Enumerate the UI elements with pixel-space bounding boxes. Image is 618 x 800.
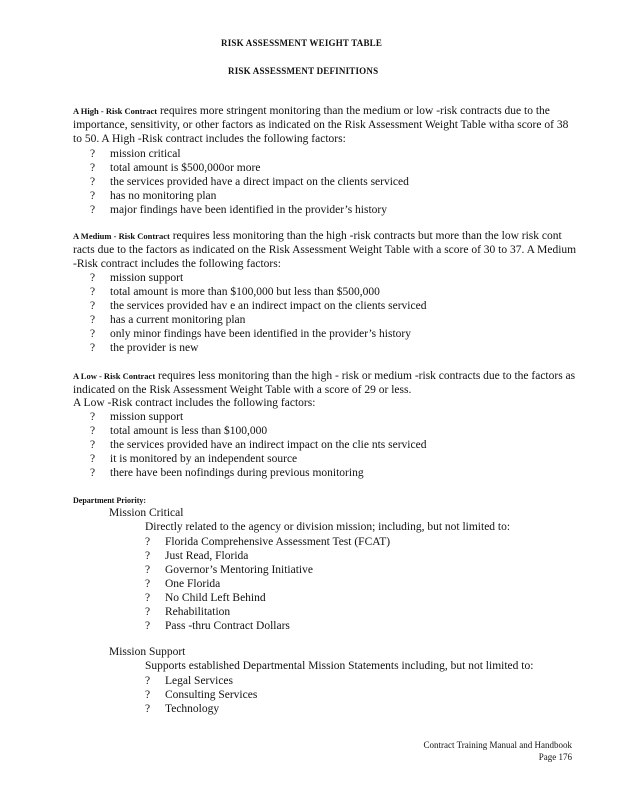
- list-item: ? mission critical: [90, 148, 181, 160]
- definitions-title: RISK ASSESSMENT DEFINITIONS: [228, 66, 379, 76]
- list-item: ? the services provided have an indirect impact on the clie nts serviced: [90, 439, 427, 451]
- list-item: ? mission support: [90, 411, 184, 423]
- bullet-glyph: ?: [90, 342, 96, 354]
- table-title: RISK ASSESSMENT WEIGHT TABLE: [221, 38, 383, 48]
- mission-critical-title: Mission Critical: [109, 507, 184, 519]
- bullet-glyph: ?: [90, 286, 96, 298]
- list-item: ? Rehabilitation: [145, 606, 231, 618]
- list-item: ? there have been nofindings during previous monitoring: [90, 467, 364, 479]
- mission-support-description: Supports established Departmental Mission Statements including, but not limited to:: [145, 660, 534, 672]
- bullet-glyph: ?: [145, 620, 151, 632]
- list-item: ? total amount is more than $100,000 but less than $500,000: [90, 286, 380, 298]
- list-item: ? Just Read, Florida: [145, 550, 249, 562]
- list-item: ? it is monitored by an independent source: [90, 453, 298, 465]
- list-item: ? mission support: [90, 272, 184, 284]
- mission-critical-description: Directly related to the agency or division mission; including, but not limited to:: [145, 521, 511, 533]
- bullet-glyph: ?: [145, 550, 151, 562]
- list-item: ? Legal Services: [145, 675, 234, 687]
- list-item: ? total amount is less than $100,000: [90, 425, 268, 437]
- bullet-glyph: ?: [90, 148, 96, 160]
- bullet-glyph: ?: [90, 467, 96, 479]
- list-item: ? major findings have been identified in the provider’s history: [90, 204, 387, 216]
- mission-support-list: [145, 674, 257, 716]
- medium-risk-paragraph: [73, 229, 578, 271]
- list-item: ? Governor’s Mentoring Initiative: [145, 564, 313, 576]
- bullet-glyph: ?: [145, 703, 151, 715]
- list-item: ? total amount is $500,000or more: [90, 162, 261, 174]
- bullet-glyph: ?: [90, 411, 96, 423]
- department-priority-heading: Department Priority:: [73, 496, 147, 505]
- medium-risk-text: requires less monitoring than the high -risk contracts but more than the low risk cont racts due to the factors as indicated on the Risk Assessment Weight Table with a score of 30 to 37. A Medium -Risk contract includes the following factors:: [73, 230, 577, 270]
- bullet-glyph: ?: [145, 689, 151, 701]
- bullet-glyph: ?: [90, 425, 96, 437]
- bullet-glyph: ?: [90, 314, 96, 326]
- bullet-glyph: ?: [145, 578, 151, 590]
- list-item: ? Technology: [145, 703, 220, 715]
- list-item: ? Consulting Services: [145, 689, 258, 701]
- list-item: ? Florida Comprehensive Assessment Test (FCAT): [145, 536, 391, 548]
- bullet-glyph: ?: [145, 592, 151, 604]
- footer-page-number: Page 176: [538, 752, 572, 762]
- bullet-glyph: ?: [90, 300, 96, 312]
- list-item: ? the provider is new: [90, 342, 199, 354]
- list-item: ? has a current monitoring plan: [90, 314, 246, 326]
- bullet-glyph: ?: [90, 453, 96, 465]
- mission-support-title: Mission Support: [109, 646, 186, 658]
- bullet-glyph: ?: [145, 564, 151, 576]
- low-risk-text: requires less monitoring than the high - risk or medium -risk contracts due to the factors as indicated on the Risk Assessment Weight Table with a score of 29 or less.: [73, 370, 576, 396]
- bullet-glyph: ?: [90, 190, 96, 202]
- high-risk-text: requires more stringent monitoring than the medium or low -risk contracts due to the importance, sensitivity, or other factors as indicated on the Risk Assessment Weight Table witha score of 38 to 50. A High -Risk contract includes the following factors:: [73, 105, 569, 145]
- high-risk-factor-list: [90, 147, 409, 217]
- low-risk-lead: A Low - Risk Contract: [73, 371, 156, 381]
- list-item: ? Pass -thru Contract Dollars: [145, 620, 290, 632]
- medium-risk-factor-list: [90, 271, 426, 355]
- bullet-glyph: ?: [90, 272, 96, 284]
- bullet-glyph: ?: [90, 162, 96, 174]
- bullet-glyph: ?: [90, 439, 96, 451]
- bullet-glyph: ?: [145, 606, 151, 618]
- mission-critical-list: [145, 535, 390, 633]
- high-risk-paragraph: [73, 104, 578, 146]
- list-item: ? only minor findings have been identified in the provider’s history: [90, 328, 411, 340]
- low-risk-factor-list: [90, 410, 426, 480]
- list-item: ? No Child Left Behind: [145, 592, 266, 604]
- bullet-glyph: ?: [145, 675, 151, 687]
- list-item: ? the services provided have a direct impact on the clients serviced: [90, 176, 409, 188]
- list-item: ? has no monitoring plan: [90, 190, 217, 202]
- list-item: ? the services provided hav e an indirect impact on the clients serviced: [90, 300, 427, 312]
- list-item: ? One Florida: [145, 578, 221, 590]
- medium-risk-lead: A Medium - Risk Contract: [73, 231, 170, 241]
- bullet-glyph: ?: [90, 204, 96, 216]
- bullet-glyph: ?: [90, 176, 96, 188]
- bullet-glyph: ?: [145, 536, 151, 548]
- low-risk-paragraph: [73, 369, 578, 397]
- high-risk-lead: A High - Risk Contract: [73, 106, 158, 116]
- bullet-glyph: ?: [90, 328, 96, 340]
- footer-manual-title: Contract Training Manual and Handbook: [423, 740, 572, 750]
- low-risk-factors-intro: A Low -Risk contract includes the following factors:: [73, 397, 316, 409]
